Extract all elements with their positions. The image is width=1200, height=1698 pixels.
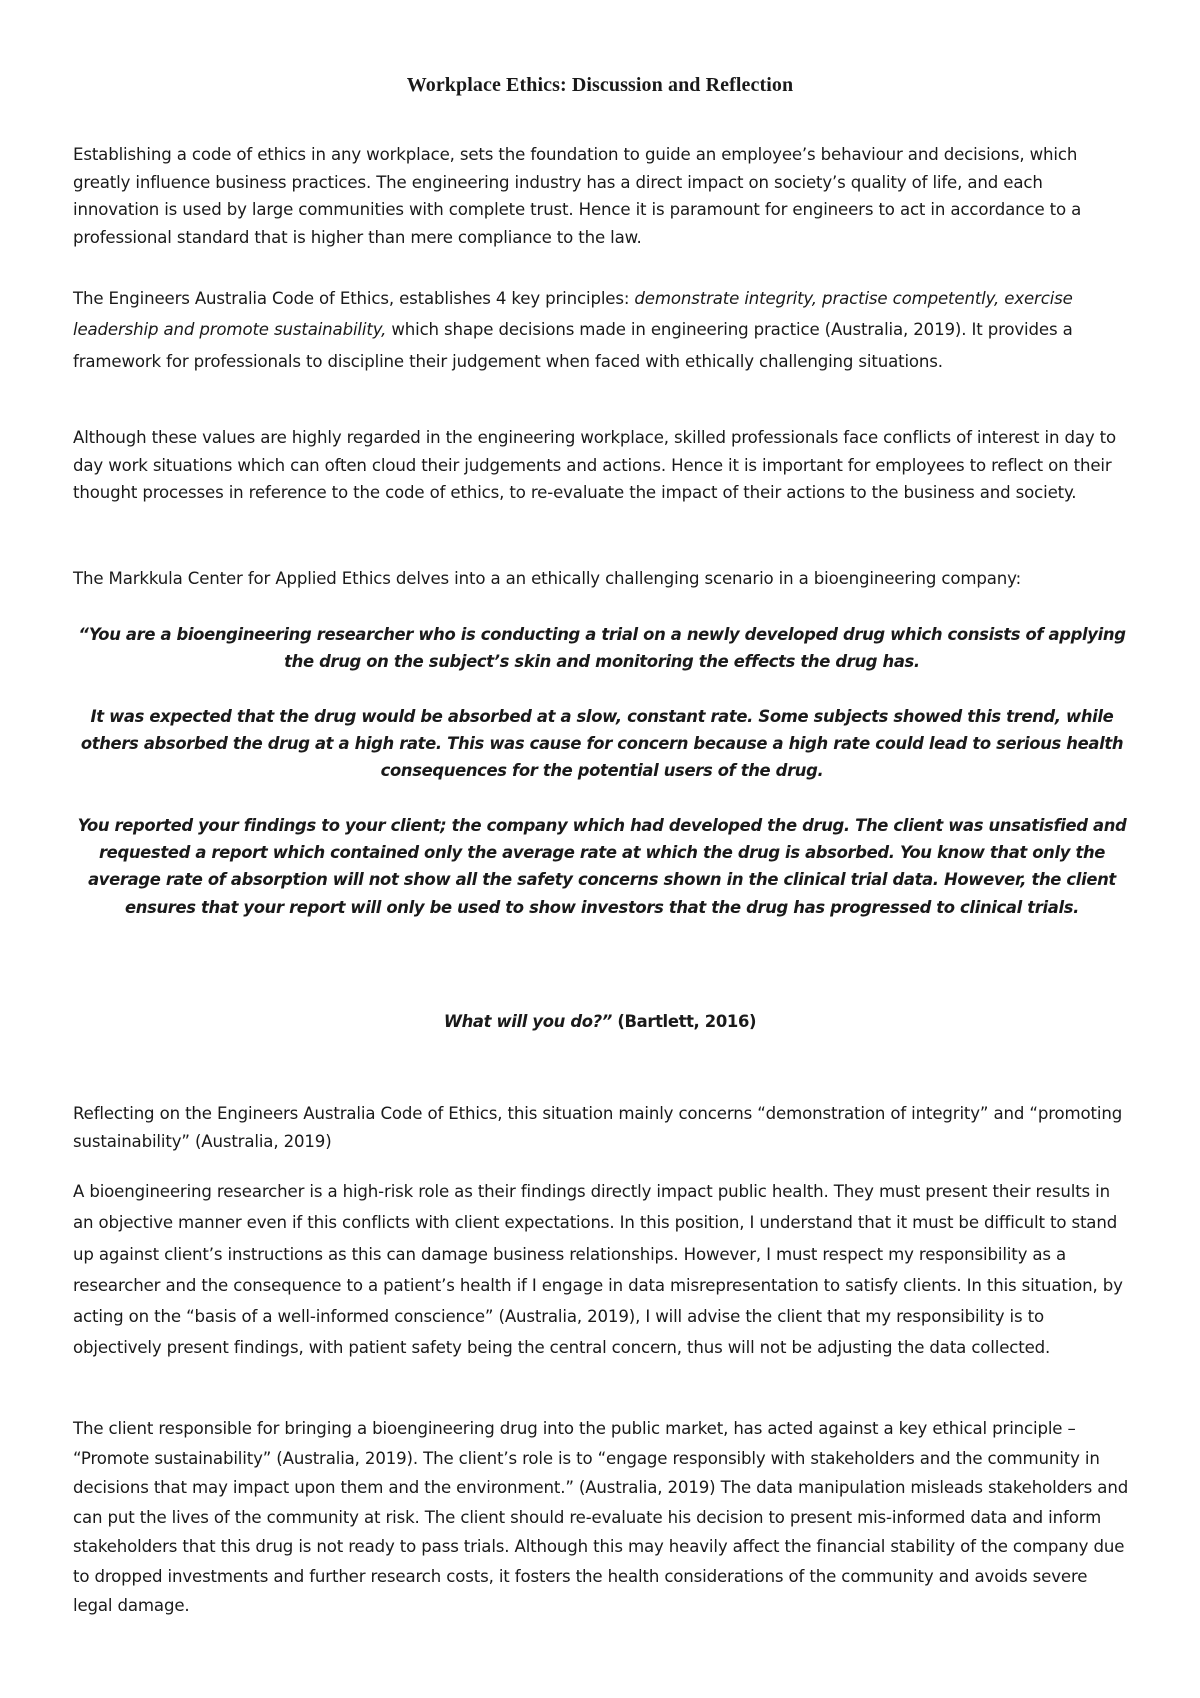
scenario-paragraph-2: It was expected that the drug would be absorbed at a slow, constant rate. Some subjects showed this trend, while others absorbed the drug at a high rate. This was cause for concern because a high rate could lead to serious health consequences for the potential users of the drug. xyxy=(80,707,1124,781)
scenario-paragraph-1: “You are a bioengineering researcher who is conducting a trial on a newly developed drug which consists of applying the drug on the subject’s skin and monitoring the effects the drug has. xyxy=(78,625,1126,672)
researcher-paragraph: A bioengineering researcher is a high-risk role as their findings directly impact public health. They must present their results in an objective manner even if this conflicts with client expectations. In this position, I understand that it must be difficult to stand up against client’s instructions as this can damage business relationships. However, I must respect my responsibility as a researcher and the consequence to a patient’s health if I engage in data misrepresentation to satisfy clients. In this situation, by acting on the “basis of a well-informed conscience” (Australia, 2019), I will advise the client that my responsibility is to objectively present findings, with patient safety being the central concern, thus will not be adjusting the data collected. xyxy=(73,1182,1123,1358)
markkula-intro-paragraph: The Markkula Center for Applied Ethics delves into a an ethically challenging scenario in a bioengineering company: xyxy=(73,569,1022,588)
scenario-paragraph-3: You reported your findings to your client; the company which had developed the drug. The client was unsatisfied and requested a report which contained only the average rate at which the drug is absorbed. You know that only the average rate of absorption will not show all the safety concerns shown in the clinical trial data. However, the client ensures that your report will only be used to show investors that the drug has progressed to clinical trials. xyxy=(77,816,1127,917)
principles-list: demonstrate integrity, practise competently, exercise leadership and promote sustainability, xyxy=(73,289,1073,340)
scenario-question-text: What will you do?” xyxy=(443,1012,612,1031)
client-paragraph: The client responsible for bringing a bioengineering drug into the public market, has acted against a key ethical principle – “Promote sustainability” (Australia, 2019). The client’s role is to “engage responsibly with stakeholders and the community in decisions that may impact upon them and the environment.” (Australia, 2019) The data manipulation misleads stakeholders and can put the lives of the community at risk. The client should re-evaluate his decision to present mis-informed data and inform stakeholders that this drug is not ready to pass trials. Although this may heavily affect the financial stability of the company due to dropped investments and further research costs, it fosters the health considerations of the community and avoids severe legal damage. xyxy=(73,1419,1129,1615)
reflection-paragraph: Reflecting on the Engineers Australia Code of Ethics, this situation mainly concerns “demonstration of integrity” and “promoting sustainability” (Australia, 2019) xyxy=(73,1104,1123,1151)
conflicts-paragraph: Although these values are highly regarded in the engineering workplace, skilled professionals face conflicts of interest in day to day work situations which can often cloud their judgements and actions. Hence it is important for employees to reflect on their thought processes in reference to the code of ethics, to re-evaluate the impact of their actions to the business and society. xyxy=(73,428,1116,502)
principles-lead: The Engineers Australia Code of Ethics, establishes 4 key principles: xyxy=(73,289,635,308)
document-title: Workplace Ethics: Discussion and Reflection xyxy=(406,74,794,96)
scenario-question xyxy=(0,1012,1200,1031)
intro-paragraph: Establishing a code of ethics in any workplace, sets the foundation to guide an employee’s behaviour and decisions, which greatly influence business practices. The engineering industry has a direct impact on society’s quality of life, and each innovation is used by large communities with complete trust. Hence it is paramount for engineers to act in accordance to a professional standard that is higher than mere compliance to the law. xyxy=(73,145,1082,247)
scenario-citation: (Bartlett, 2016) xyxy=(611,1012,757,1031)
principles-paragraph xyxy=(73,283,1131,377)
principles-rest: which shape decisions made in engineering practice (Australia, 2019). It provides a framework for professionals to discipline their judgement when faced with ethically challenging situations. xyxy=(73,320,1073,371)
